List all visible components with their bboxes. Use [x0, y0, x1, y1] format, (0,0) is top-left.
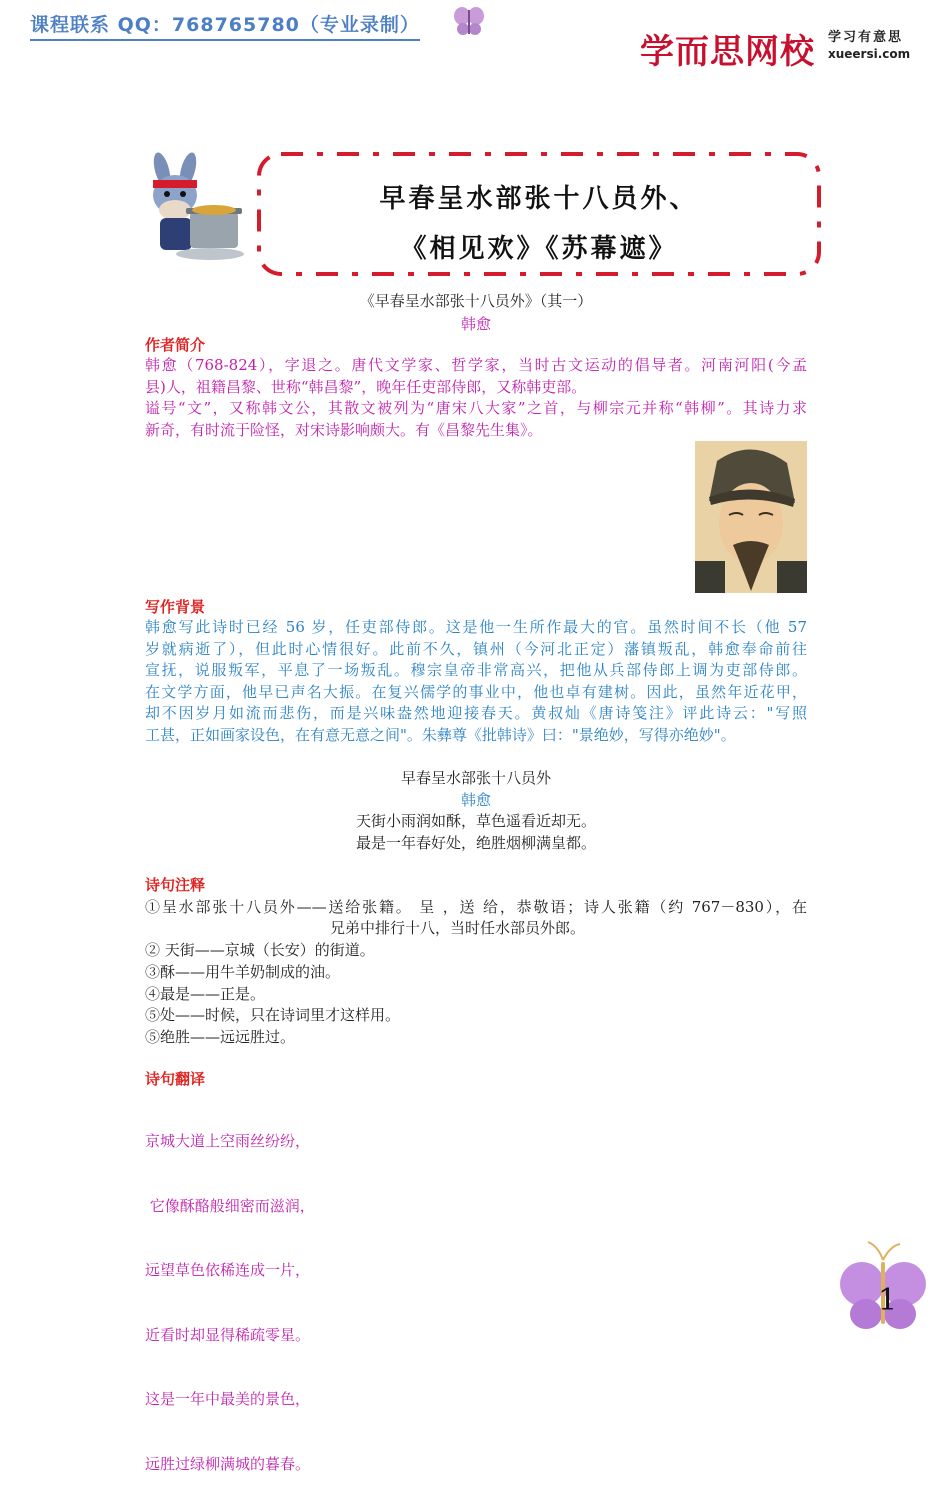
title-line-1: 早春呈水部张十八员外、: [379, 184, 699, 214]
text-line: 新奇，有时流于险怪，对宋诗影响颇大。有《昌黎先生集》。: [145, 420, 543, 439]
note-item-1-continued: 兄弟中排行十八，当时任水部员外郎。: [330, 919, 586, 937]
translation-heading: 诗句翻译: [145, 1070, 206, 1088]
text-line: 远胜过绿柳满城的暮春。: [145, 1454, 311, 1473]
text-line: 在文学方面，他早已声名大振。在复兴儒学的事业中，他也卓有建树。因此，虽然年近花甲，: [145, 682, 807, 701]
text-line: 京城大道上空雨丝纷纷，: [145, 1132, 311, 1150]
text-line: 远望草色依稀连成一片，: [145, 1261, 311, 1279]
author-intro-heading: 作者简介: [145, 336, 206, 354]
butterfly-decoration: [452, 4, 486, 48]
text-line: 近看时却显得稀疏零星。: [145, 1325, 311, 1344]
brand-slogan: 学习有意思: [828, 30, 904, 45]
poem-author: 韩愈: [460, 791, 491, 809]
note-item-3: ③酥——用牛羊奶制成的油。: [145, 963, 341, 981]
text-line: 它像酥酪般细密而滋润，: [145, 1196, 315, 1215]
page-number: 1: [878, 1283, 898, 1318]
contact-link[interactable]: 课程联系 QQ：768765780（专业录制）: [30, 10, 420, 41]
background-text: [145, 617, 807, 746]
text-line: 韩愈写此诗时已经 56 岁，任吏部侍郎。这是他一生所作最大的官。虽然时间不长（他 57: [145, 618, 807, 636]
brand-domain: xueersi.com: [828, 47, 911, 61]
note-item-1: ①呈水部张十八员外——送给张籍。 呈 ，送 给，恭敬语；诗人张籍（约 767－830），在: [145, 898, 807, 916]
text-line: 谥号“文”，又称韩文公，其散文被列为“唐宋八大家”之首，与柳宗元并称“韩柳”。其诗力求: [145, 399, 807, 417]
note-item-5: ⑤处——时候，只在诗词里才这样用。: [145, 1006, 401, 1024]
text-line: 岁就病逝了），但此时心情很好。此前不久，镇州（今河北正定）藩镇叛乱，韩愈奉命前往: [145, 639, 807, 658]
title-line-2: 《相见欢》《苏幕遮》: [400, 234, 678, 264]
poem-line-2: 最是一年春好处，绝胜烟柳满皇都。: [355, 834, 596, 852]
author-intro-text: [145, 355, 807, 441]
brand-name: 学而思网校: [640, 32, 815, 72]
poem-heading: 《早春呈水部张十八员外》（其一）: [359, 292, 593, 310]
donkey-mascot-illustration: [140, 150, 255, 269]
note-item-2: ② 天街——京城（长安）的街道。: [145, 941, 375, 959]
translation-text: [145, 1088, 807, 1497]
xueersi-logo[interactable]: [640, 24, 911, 73]
text-line: 韩愈（768-824），字退之。唐代文学家、哲学家，当时古文运动的倡导者。河南河阳(今孟: [145, 356, 807, 374]
text-line: 县)人，祖籍昌黎、世称“韩昌黎”，晚年任吏部侍郎，又称韩吏部。: [145, 377, 587, 396]
text-line: 却不因岁月如流而悲伤，而是兴味盎然地迎接春天。黄叔灿《唐诗笺注》评此诗云："写照: [145, 704, 807, 722]
text-line: 宣抚，说服叛军，平息了一场叛乱。穆宗皇帝非常高兴，把他从兵部侍郎上调为吏部侍郎。: [145, 661, 807, 679]
poem-title: 早春呈水部张十八员外: [400, 769, 551, 787]
han-yu-portrait: [695, 441, 807, 593]
text-line: 工甚，正如画家设色，在有意无意之间"。朱彝尊《批韩诗》曰："景绝妙，写得亦绝妙"。: [145, 725, 736, 744]
background-heading: 写作背景: [145, 598, 206, 616]
poem-line-1: 天街小雨润如酥，草色遥看近却无。: [355, 812, 596, 830]
title-frame: [255, 150, 823, 278]
note-item-6: ⑤绝胜——远远胜过。: [145, 1028, 296, 1046]
author-name: 韩愈: [460, 315, 491, 333]
text-line: 这是一年中最美的景色，: [145, 1390, 311, 1408]
note-item-4: ④最是——正是。: [145, 985, 266, 1003]
notes-heading: 诗句注释: [145, 876, 206, 894]
